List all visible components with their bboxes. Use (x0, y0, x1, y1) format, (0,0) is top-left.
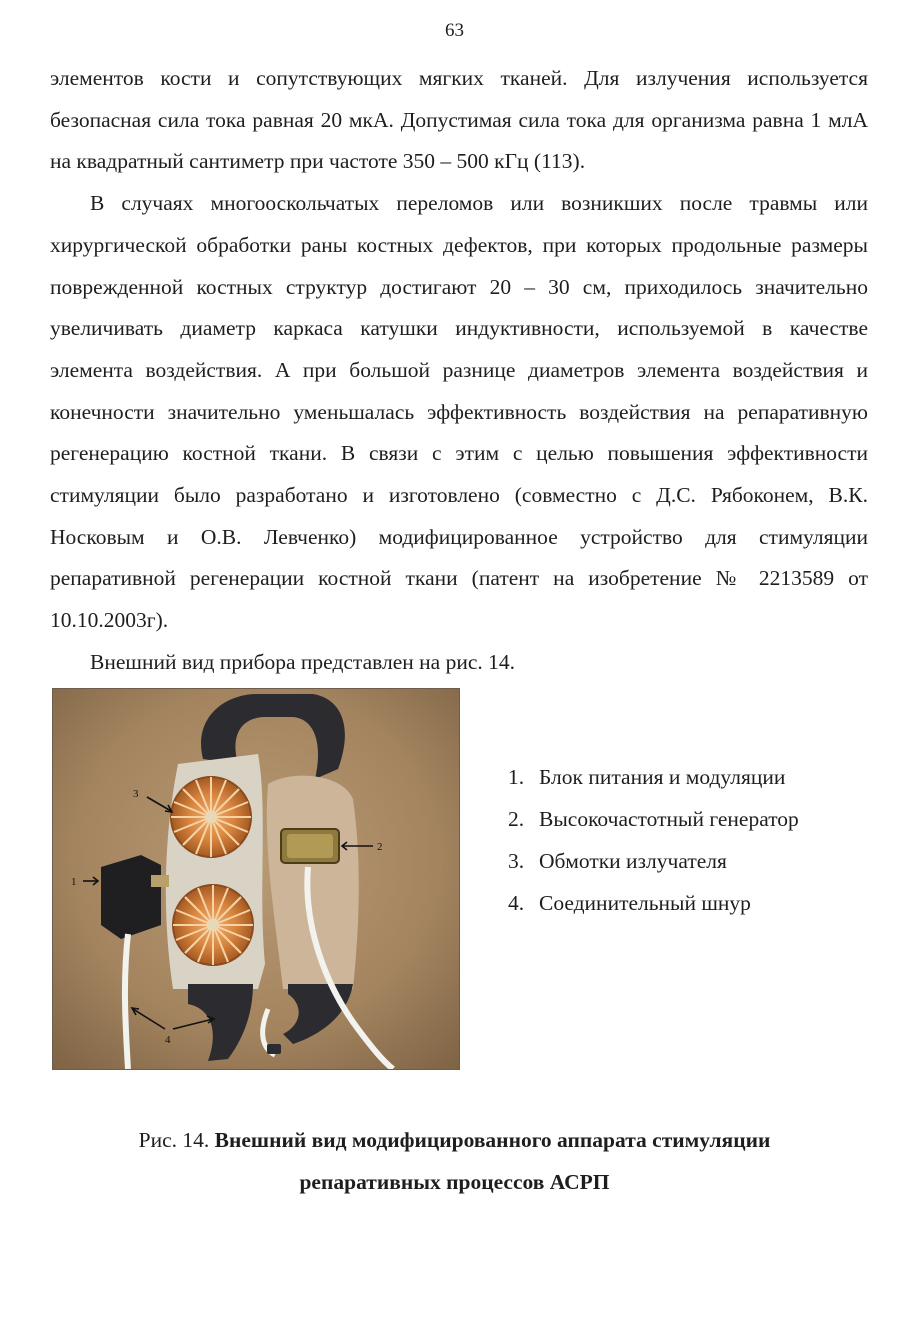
cord-plug (267, 1044, 281, 1054)
photo-label-3: 3 (133, 788, 139, 800)
legend-item (508, 798, 888, 840)
page-number: 63 (445, 20, 464, 41)
legend-number: 2. (508, 807, 525, 831)
upper-coil (171, 777, 251, 857)
paragraph-2: В случаях многооскольчатых переломов или возникших после травмы или хирургической обработки раны костных дефектов, при которых продольные размеры поврежденной костных структур достигают 20 – 30 см, приходилось значительно увеличивать диаметр каркаса катушки индуктивности, используемой в качестве элемента воздействия. А при большой разнице диаметров элемента воздействия и конечности значительно уменьшалась эффективность воздействия на репаративную регенерацию костной ткани. В связи с этим с целью повышения эффективности стимуляции было разработано и изготовлено (совместно с Д.С. Рябоконем, В.К. Носковым и О.В. Левченко) модифицированное устройство для стимуляции репаративной регенерации костной ткани (патент на изобретение № 2213589 от 10.10.2003г). (50, 191, 868, 633)
generator-box (281, 829, 339, 863)
lower-coil (173, 885, 253, 965)
legend-item (508, 840, 888, 882)
photo-label-1: 1 (71, 876, 77, 888)
legend-item (508, 882, 888, 924)
body-text (50, 58, 868, 684)
photo-label-2: 2 (377, 841, 383, 853)
cord-left (125, 934, 128, 1069)
legend-number: 1. (508, 765, 525, 789)
device-photo (52, 688, 460, 1070)
legend-text: Соединительный шнур (539, 891, 751, 915)
generator-panel (267, 776, 359, 989)
figure-legend (508, 756, 888, 924)
caption-title-line1: Внешний вид модифицированного аппарата стимуляции (214, 1128, 771, 1152)
figure-caption (0, 1120, 909, 1202)
device-photo-drawing (53, 689, 459, 1069)
caption-title-line2: репаративных процессов АСРП (299, 1170, 610, 1194)
legend-text: Блок питания и модуляции (539, 765, 786, 789)
photo-label-4: 4 (165, 1034, 171, 1046)
caption-prefix: Рис. 14. (138, 1128, 210, 1152)
legend-text: Обмотки излучателя (539, 849, 727, 873)
legend-number: 3. (508, 849, 525, 873)
paragraph-1: элементов кости и сопутствующих мягких тканей. Для излучения используется безопасная сила тока равная 20 мкА. Допустимая сила тока для организма равна 1 млА на квадратный сантиметр при частоте 350 – 500 кГц (113). (50, 66, 868, 174)
legend-item (508, 756, 888, 798)
legend-number: 4. (508, 891, 525, 915)
paragraph-3: Внешний вид прибора представлен на рис. 14. (90, 649, 515, 674)
legend-text: Высокочастотный генератор (539, 807, 799, 831)
